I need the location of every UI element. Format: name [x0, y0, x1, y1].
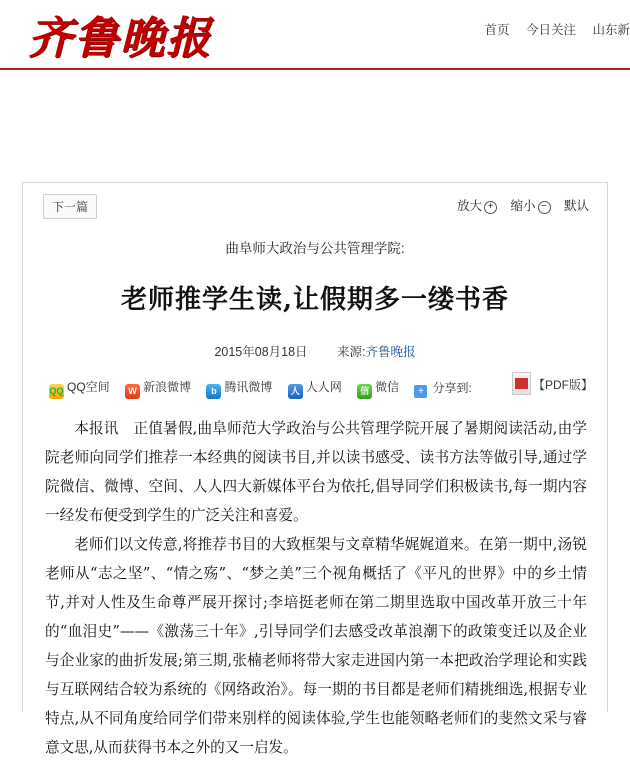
qq-zone-icon: QQ	[49, 384, 64, 399]
share-bar	[23, 378, 607, 400]
article-toolbar	[23, 183, 607, 229]
zoom-in-label: 放大	[456, 199, 482, 213]
share-qq-zone[interactable]	[49, 378, 110, 399]
nav-item-shandong-news[interactable]: 山东新	[592, 23, 630, 37]
share-qq-zone-label: QQ空间	[67, 380, 110, 394]
article-body	[23, 414, 607, 762]
tencent-weibo-icon: b	[206, 384, 221, 399]
article-paragraph: 老师们以文传意,将推荐书目的大致框架与文章精华娓娓道来。在第一期中,汤锐老师从“志之坚”、“情之殇”、“梦之美”三个视角概括了《平凡的世界》中的乡土情节,并对人性及生命尊严展开探讨;李培挺老师在第二期里选取中国改革开放三十年的“血泪史”——《激荡三十年》,引导同学们去感受改革浪潮下的政策变迁以及企业与企业家的曲折发展;第三期,张楠老师将带大家走进国内第一本把政治学理论和实践与互联网结合较为系统的《网络政治》。每一期的书目都是老师们精挑细选,根据专业特点,从不同角度给同学们带来别样的阅读体验,学生也能领略老师们的斐然文采与睿意文思,从而获得书本之外的又一启发。	[45, 536, 587, 756]
article-container	[22, 182, 608, 756]
zoom-out-label: 缩小	[510, 199, 536, 213]
share-to-label: 分享到:	[432, 381, 472, 395]
share-wechat[interactable]	[357, 378, 399, 399]
zoom-in-button[interactable]	[457, 199, 497, 213]
article-subtitle: 曲阜师大政治与公共管理学院:	[225, 241, 405, 256]
source-name[interactable]: 齐鲁晚报	[365, 345, 416, 359]
plus-icon: +	[484, 201, 497, 214]
pdf-version-label: 【PDF版】	[532, 378, 593, 392]
site-logo[interactable]: 齐鲁晚报	[28, 13, 212, 64]
share-renren[interactable]	[288, 378, 342, 399]
share-to-button[interactable]	[414, 379, 471, 398]
share-renren-label: 人人网	[305, 380, 342, 394]
renren-icon: 人	[288, 384, 303, 399]
next-article-button[interactable]: 下一篇	[43, 194, 97, 219]
pdf-version-link[interactable]	[512, 372, 593, 395]
minus-icon: −	[538, 201, 551, 214]
article-date: 2015年08月18日	[214, 345, 308, 359]
sina-weibo-icon: W	[125, 384, 140, 399]
zoom-default-button[interactable]: 默认	[563, 199, 589, 213]
article-paragraph: 本报讯 正值暑假,曲阜师范大学政治与公共管理学院开展了暑期阅读活动,由学院老师向同学们推荐一本经典的阅读书目,并以读书感受、读书方法等做引导,通过学院微信、微博、空间、人人四大新媒体平台为依托,倡导同学们积极读书,每一期内容一经发布便受到学生的广泛关注和喜爱。	[45, 420, 587, 524]
article-headline: 老师推学生读,让假期多一缕书香	[120, 285, 510, 315]
share-wechat-label: 微信	[375, 380, 400, 394]
share-sina-weibo[interactable]	[125, 378, 191, 399]
plus-icon: +	[414, 385, 427, 398]
top-navigation	[471, 20, 630, 38]
source-label: 来源:	[337, 345, 366, 359]
share-tencent-weibo-label: 腾讯微博	[224, 380, 273, 394]
pdf-file-icon	[512, 372, 531, 395]
article-meta	[23, 342, 607, 360]
share-tencent-weibo[interactable]	[206, 378, 272, 399]
nav-item-home[interactable]: 首页	[484, 23, 510, 37]
site-header	[0, 0, 630, 70]
zoom-out-button[interactable]	[510, 199, 550, 213]
wechat-icon: 信	[357, 384, 372, 399]
nav-item-today-focus[interactable]: 今日关注	[525, 23, 576, 37]
zoom-controls	[447, 196, 589, 214]
share-sina-weibo-label: 新浪微博	[143, 380, 192, 394]
